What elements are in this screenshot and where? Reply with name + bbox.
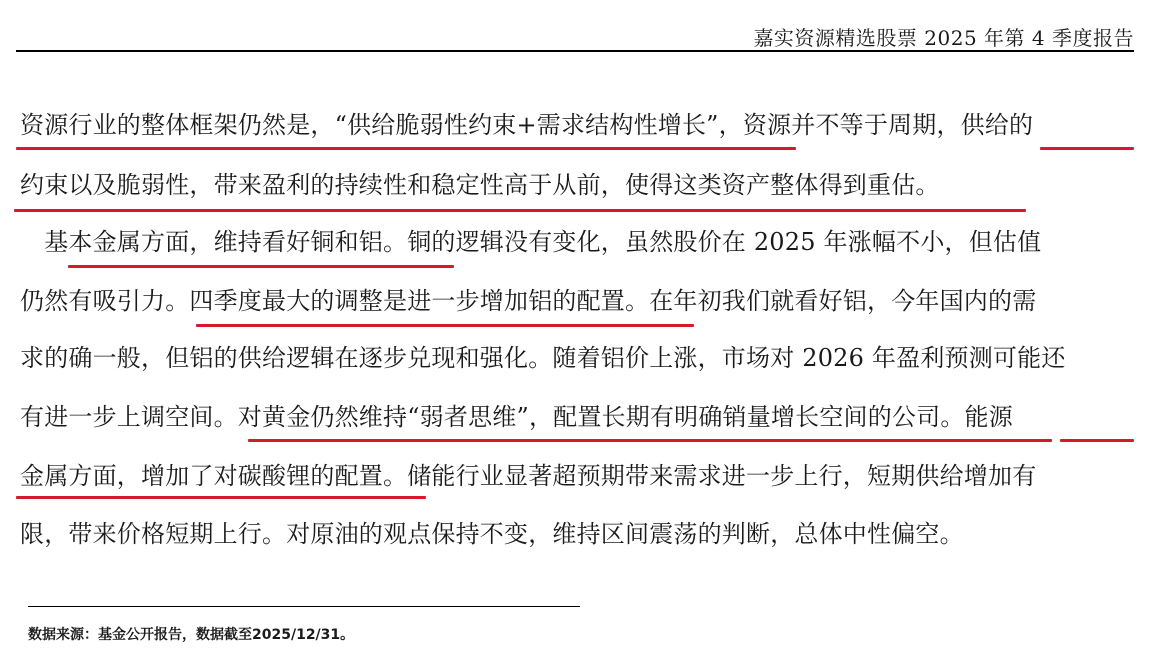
- text-line: 求的确一般，但铝的供给逻辑在逐步兑现和强化。随着铝价上涨，市场对 2026 年盈利预测可能还: [20, 344, 1066, 372]
- footnote: 数据来源：基金公开报告，数据截至2025/12/31。: [28, 627, 355, 643]
- report-title: 嘉实资源精选股票 2025 年第 4 季度报告: [753, 26, 1134, 50]
- report-header: [16, 18, 1134, 52]
- footnote-divider: [28, 606, 580, 607]
- text-line: 有进一步上调空间。对黄金仍然维持“弱者思维”，配置长期有明确销量增长空间的公司。能源: [20, 403, 1013, 431]
- highlight-underline: [1040, 147, 1134, 150]
- text-line: 限，带来价格短期上行。对原油的观点保持不变，维持区间震荡的判断，总体中性偏空。: [20, 520, 964, 548]
- text-line: 约束以及脆弱性，带来盈利的持续性和稳定性高于从前，使得这类资产整体得到重估。: [20, 171, 940, 199]
- highlight-underline: [1060, 439, 1134, 442]
- highlight-underline: [16, 496, 426, 499]
- highlight-underline: [14, 209, 1026, 212]
- text-line: 仍然有吸引力。四季度最大的调整是进一步增加铝的配置。在年初我们就看好铝，今年国内的需: [20, 287, 1037, 315]
- highlight-underline: [68, 265, 454, 268]
- highlight-underline: [248, 439, 1052, 442]
- highlight-underline: [196, 324, 694, 327]
- text-line: 资源行业的整体框架仍然是，“供给脆弱性约束+需求结构性增长”，资源并不等于周期，供给的: [20, 111, 1034, 139]
- text-line: 金属方面，增加了对碳酸锂的配置。储能行业显著超预期带来需求进一步上行，短期供给增加有: [20, 462, 1037, 490]
- text-line: 基本金属方面，维持看好铜和铝。铜的逻辑没有变化，虽然股价在 2025 年涨幅不小，但估值: [20, 228, 1042, 256]
- highlight-underline: [16, 147, 796, 150]
